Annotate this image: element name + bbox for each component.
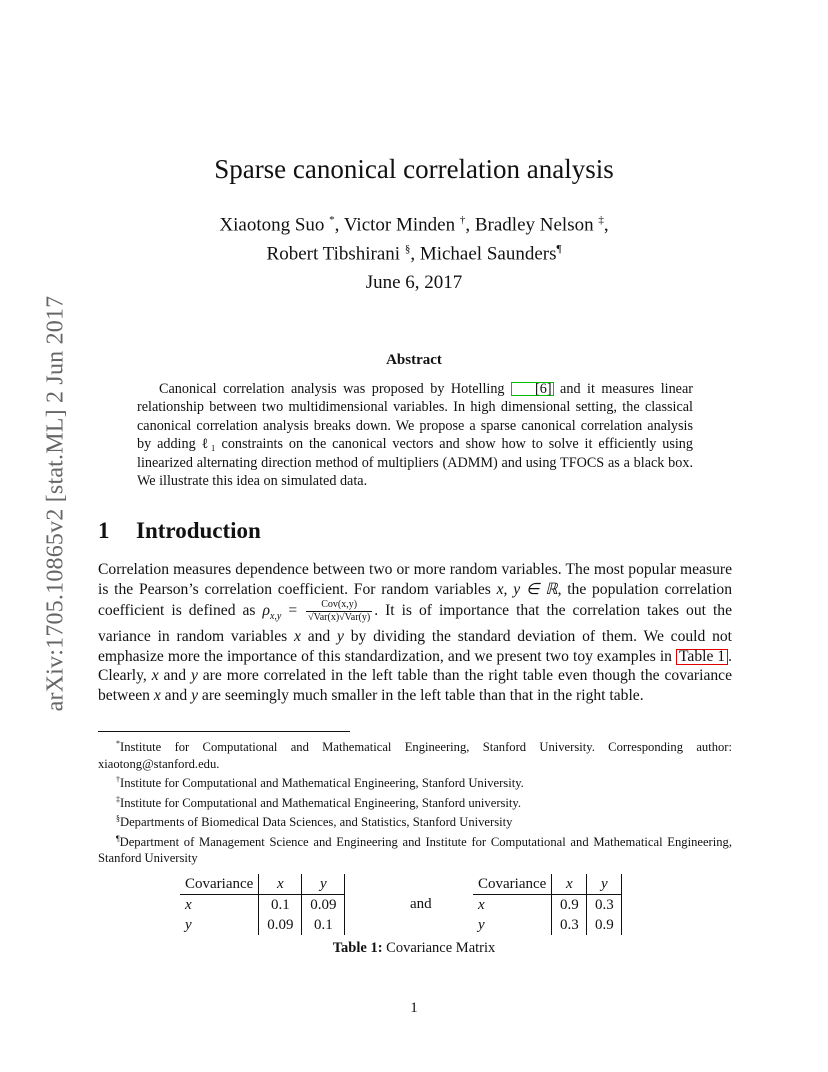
table-row-header: y	[185, 917, 192, 933]
footnote	[98, 736, 732, 772]
left-covariance-table	[180, 874, 345, 935]
author-mark: §	[404, 243, 411, 256]
correlation-fraction	[306, 599, 372, 624]
footnote-mark: †	[116, 775, 120, 784]
author-list	[0, 208, 828, 267]
intro-text: are more correlated in the left table than the right table even though the covariance between	[98, 667, 733, 704]
footnote-text: Department of Management Science and Engineering and Institute for Computational and Mathematical Engineering, Stanford University	[98, 834, 732, 866]
math-var-x: x	[153, 686, 161, 704]
abstract-body	[137, 380, 693, 490]
paper-date: June 6, 2017	[365, 272, 463, 293]
table-row	[180, 895, 345, 916]
author-name: Michael Saunders	[419, 243, 557, 265]
fraction-numerator: Cov(x,y)	[306, 599, 372, 612]
author-line-2: Robert Tibshirani §, Michael Saunders¶	[266, 243, 562, 265]
abstract-text: and it measures linear relationship between two multidimensional variables. In high dimensional setting, the classical canonical correlation analysis breaks down. We propose a sparse canonical correlation analysis by adding ℓ₁ constraints on the canonical vectors and show how to solve it efficiently using linearized alternating direction method of multipliers (ADMM) and using TFOCS as a black box. We illustrate this idea on simulated data.	[137, 381, 694, 490]
footnote-text: Departments of Biomedical Data Sciences, and Statistics, Stanford University	[120, 815, 513, 830]
page-number: 1	[410, 1000, 418, 1016]
fraction-denominator: √Var(x)√Var(y)	[308, 612, 371, 624]
footnote	[98, 792, 732, 812]
intro-paragraph	[98, 560, 732, 705]
math-rho: ρ	[262, 602, 270, 620]
footnote-text: Institute for Computational and Mathematical Engineering, Stanford university.	[120, 795, 522, 810]
table-row-header: y	[478, 917, 485, 933]
math-rho-subscript: x,y	[269, 611, 282, 623]
footnote-mark: §	[116, 814, 120, 824]
table-row	[473, 895, 622, 916]
author-mark: *	[329, 214, 335, 226]
intro-text: , the population correlation coefficient is defined as	[98, 580, 732, 620]
paper-title: Sparse canonical correlation analysis	[214, 154, 614, 184]
caption-text: Covariance Matrix	[382, 940, 496, 956]
author-mark: †	[459, 214, 466, 226]
table-header-row	[473, 874, 622, 895]
footnote-mark: ‡	[116, 794, 120, 804]
math-vars: x, y ∈ ℝ	[496, 580, 558, 598]
footnote	[98, 831, 732, 867]
table-header-row	[180, 874, 345, 895]
table-cell: 0.9	[587, 915, 622, 935]
table-header-cell: Covariance	[473, 874, 552, 895]
table-cell: 0.3	[587, 895, 622, 916]
math-var-x: x	[294, 627, 301, 645]
author-name: Robert Tibshirani	[266, 243, 401, 265]
table-cell: 0.1	[259, 895, 302, 916]
intro-text: and	[160, 686, 192, 704]
table-reference-link[interactable]: Table 1	[676, 649, 728, 665]
citation-link[interactable]: [6]	[511, 382, 554, 396]
arxiv-identifier: arXiv:1705.10865v2 [stat.ML] 2 Jun 2017	[42, 295, 69, 712]
table-caption	[0, 940, 828, 957]
table-header-cell: y	[600, 876, 608, 892]
footnote-mark: *	[116, 739, 120, 748]
intro-text: by dividing the standard deviation of them. We could not emphasize more the importance of this standardization, and we present two toy examples in	[98, 627, 733, 665]
caption-label: Table 1:	[332, 940, 383, 956]
intro-text: . It is of importance that the correlation takes out the variance in random variables	[98, 602, 733, 645]
author-name: Bradley Nelson	[474, 214, 594, 236]
footnote	[98, 772, 732, 792]
intro-text: and	[158, 667, 191, 685]
math-var-y: y	[191, 686, 199, 704]
right-covariance-table	[473, 874, 622, 935]
author-name: Victor Minden	[343, 214, 456, 236]
section-number: 1	[98, 518, 110, 543]
table-cell: 0.09	[302, 895, 345, 916]
intro-text: and	[300, 627, 338, 645]
intro-text: . Clearly,	[98, 647, 732, 685]
table-row	[180, 915, 345, 935]
intro-text: are seemingly much smaller in the left table than that in the right table.	[198, 686, 644, 704]
abstract-text: Canonical correlation analysis was proposed by Hotelling	[159, 381, 512, 397]
footnote-text: Institute for Computational and Mathematical Engineering, Stanford University. Corresponding author: xiaotong@stanford.edu.	[98, 740, 732, 771]
table-header-cell: x	[276, 876, 284, 892]
section-heading	[98, 518, 261, 544]
math-var-y: y	[190, 667, 198, 685]
table-row	[473, 915, 622, 935]
table-cell: 0.1	[302, 915, 345, 935]
and-label: and	[410, 896, 432, 912]
author-line-1: Xiaotong Suo *, Victor Minden †, Bradley Nelson ‡,	[219, 214, 609, 236]
footnotes	[98, 736, 732, 867]
math-var-x: x	[151, 667, 159, 685]
author-mark: ‡	[598, 214, 604, 226]
table-cell: 0.09	[259, 915, 302, 935]
table-cell: 0.9	[552, 895, 587, 916]
table-header-cell: Covariance	[180, 874, 259, 895]
footnote-divider	[98, 731, 350, 732]
table-row-header: x	[478, 897, 485, 913]
footnote-text: Institute for Computational and Mathematical Engineering, Stanford University.	[120, 776, 524, 791]
footnote	[98, 811, 732, 831]
covariance-tables	[0, 872, 828, 972]
intro-text: Correlation measures dependence between two or more random variables. The most popular measure is the Pearson’s correlation coefficient. For random variables	[98, 561, 732, 598]
table-row-header: x	[185, 897, 192, 913]
math-var-y: y	[337, 627, 344, 645]
table-header-cell: y	[319, 876, 327, 892]
math-equals: =	[281, 602, 305, 620]
author-mark: ¶	[556, 243, 562, 256]
footnote-mark: ¶	[116, 833, 120, 843]
section-title: Introduction	[136, 518, 261, 543]
table-header-cell: x	[565, 876, 573, 892]
author-name: Xiaotong Suo	[219, 214, 325, 236]
table-cell: 0.3	[552, 915, 587, 935]
abstract-heading: Abstract	[386, 352, 442, 368]
